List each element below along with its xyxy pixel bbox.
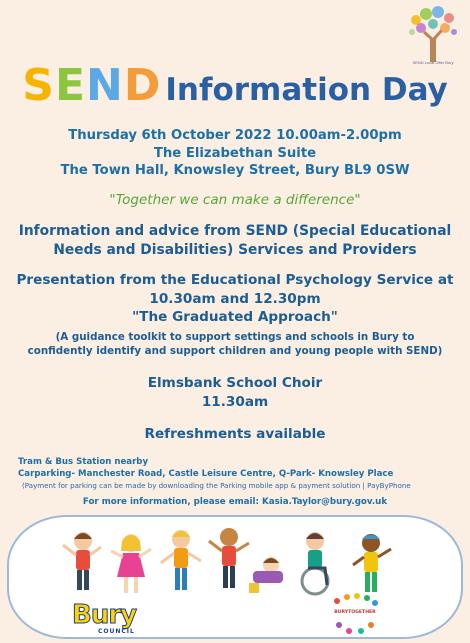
logo-caption: SEND Local Offer Bury <box>412 60 454 65</box>
choir-section <box>0 374 470 412</box>
title-letter-e: E <box>54 60 86 111</box>
child-figure <box>63 532 101 590</box>
event-venue: The Elizabethan Suite <box>153 145 317 161</box>
presentation-line-1: Presentation from the Educational Psychology Service at <box>16 272 454 288</box>
page-title <box>0 60 470 110</box>
send-local-offer-tree-icon <box>402 4 464 66</box>
presentation-section <box>0 271 470 327</box>
choir-name: Elmsbank School Choir <box>147 375 323 391</box>
advice-section <box>0 222 470 259</box>
advice-line-2: Needs and Disabilities) Services and Providers <box>53 241 417 258</box>
bury-council-logo <box>72 600 158 636</box>
travel-tram: Tram & Bus Station nearby <box>18 457 149 467</box>
presentation-line-3: "The Graduated Approach" <box>132 309 338 325</box>
children-group-icon <box>53 525 413 601</box>
event-address: The Town Hall, Knowsley Street, Bury BL9 0SW <box>60 163 410 178</box>
burytogether-logo-icon <box>331 593 379 637</box>
title-information-day: Information Day <box>165 72 448 108</box>
tagline-quote: "Together we can make a difference" <box>109 192 361 208</box>
presentation-note <box>0 330 470 358</box>
presentation-note-1: (A guidance toolkit to support settings and schools in Bury to <box>55 331 415 343</box>
travel-payment: (Payment for parking can be made by downloading the Parking mobile app & payment solution | PayByPhone <box>22 481 411 490</box>
bury-logo-council: COUNCIL <box>98 628 135 635</box>
choir-time: 11.30am <box>201 394 269 410</box>
presentation-line-2: 10.30am and 12.30pm <box>149 290 321 307</box>
event-date-time: Thursday 6th October 2022 10.00am-2.00pm <box>68 128 402 143</box>
burytogether-logo-word: BURYTOGETHER <box>334 610 376 615</box>
title-letter-n: N <box>86 60 124 111</box>
contact-email: For more information, please email: Kasia.Taylor@bury.gov.uk <box>82 497 388 507</box>
bury-logo-word: Bury <box>72 600 137 630</box>
advice-line-1: Information and advice from SEND (Special Educational <box>18 223 452 239</box>
presentation-note-2: confidently identify and support children and young people with SEND) <box>27 345 443 357</box>
footer-panel <box>7 515 463 639</box>
title-letter-s: S <box>22 60 55 111</box>
travel-parking: Carparking- Manchester Road, Castle Leisure Centre, Q-Park- Knowsley Place <box>18 469 394 479</box>
event-details <box>0 127 470 180</box>
refreshments: Refreshments available <box>144 426 326 442</box>
title-letter-d: D <box>123 60 162 111</box>
